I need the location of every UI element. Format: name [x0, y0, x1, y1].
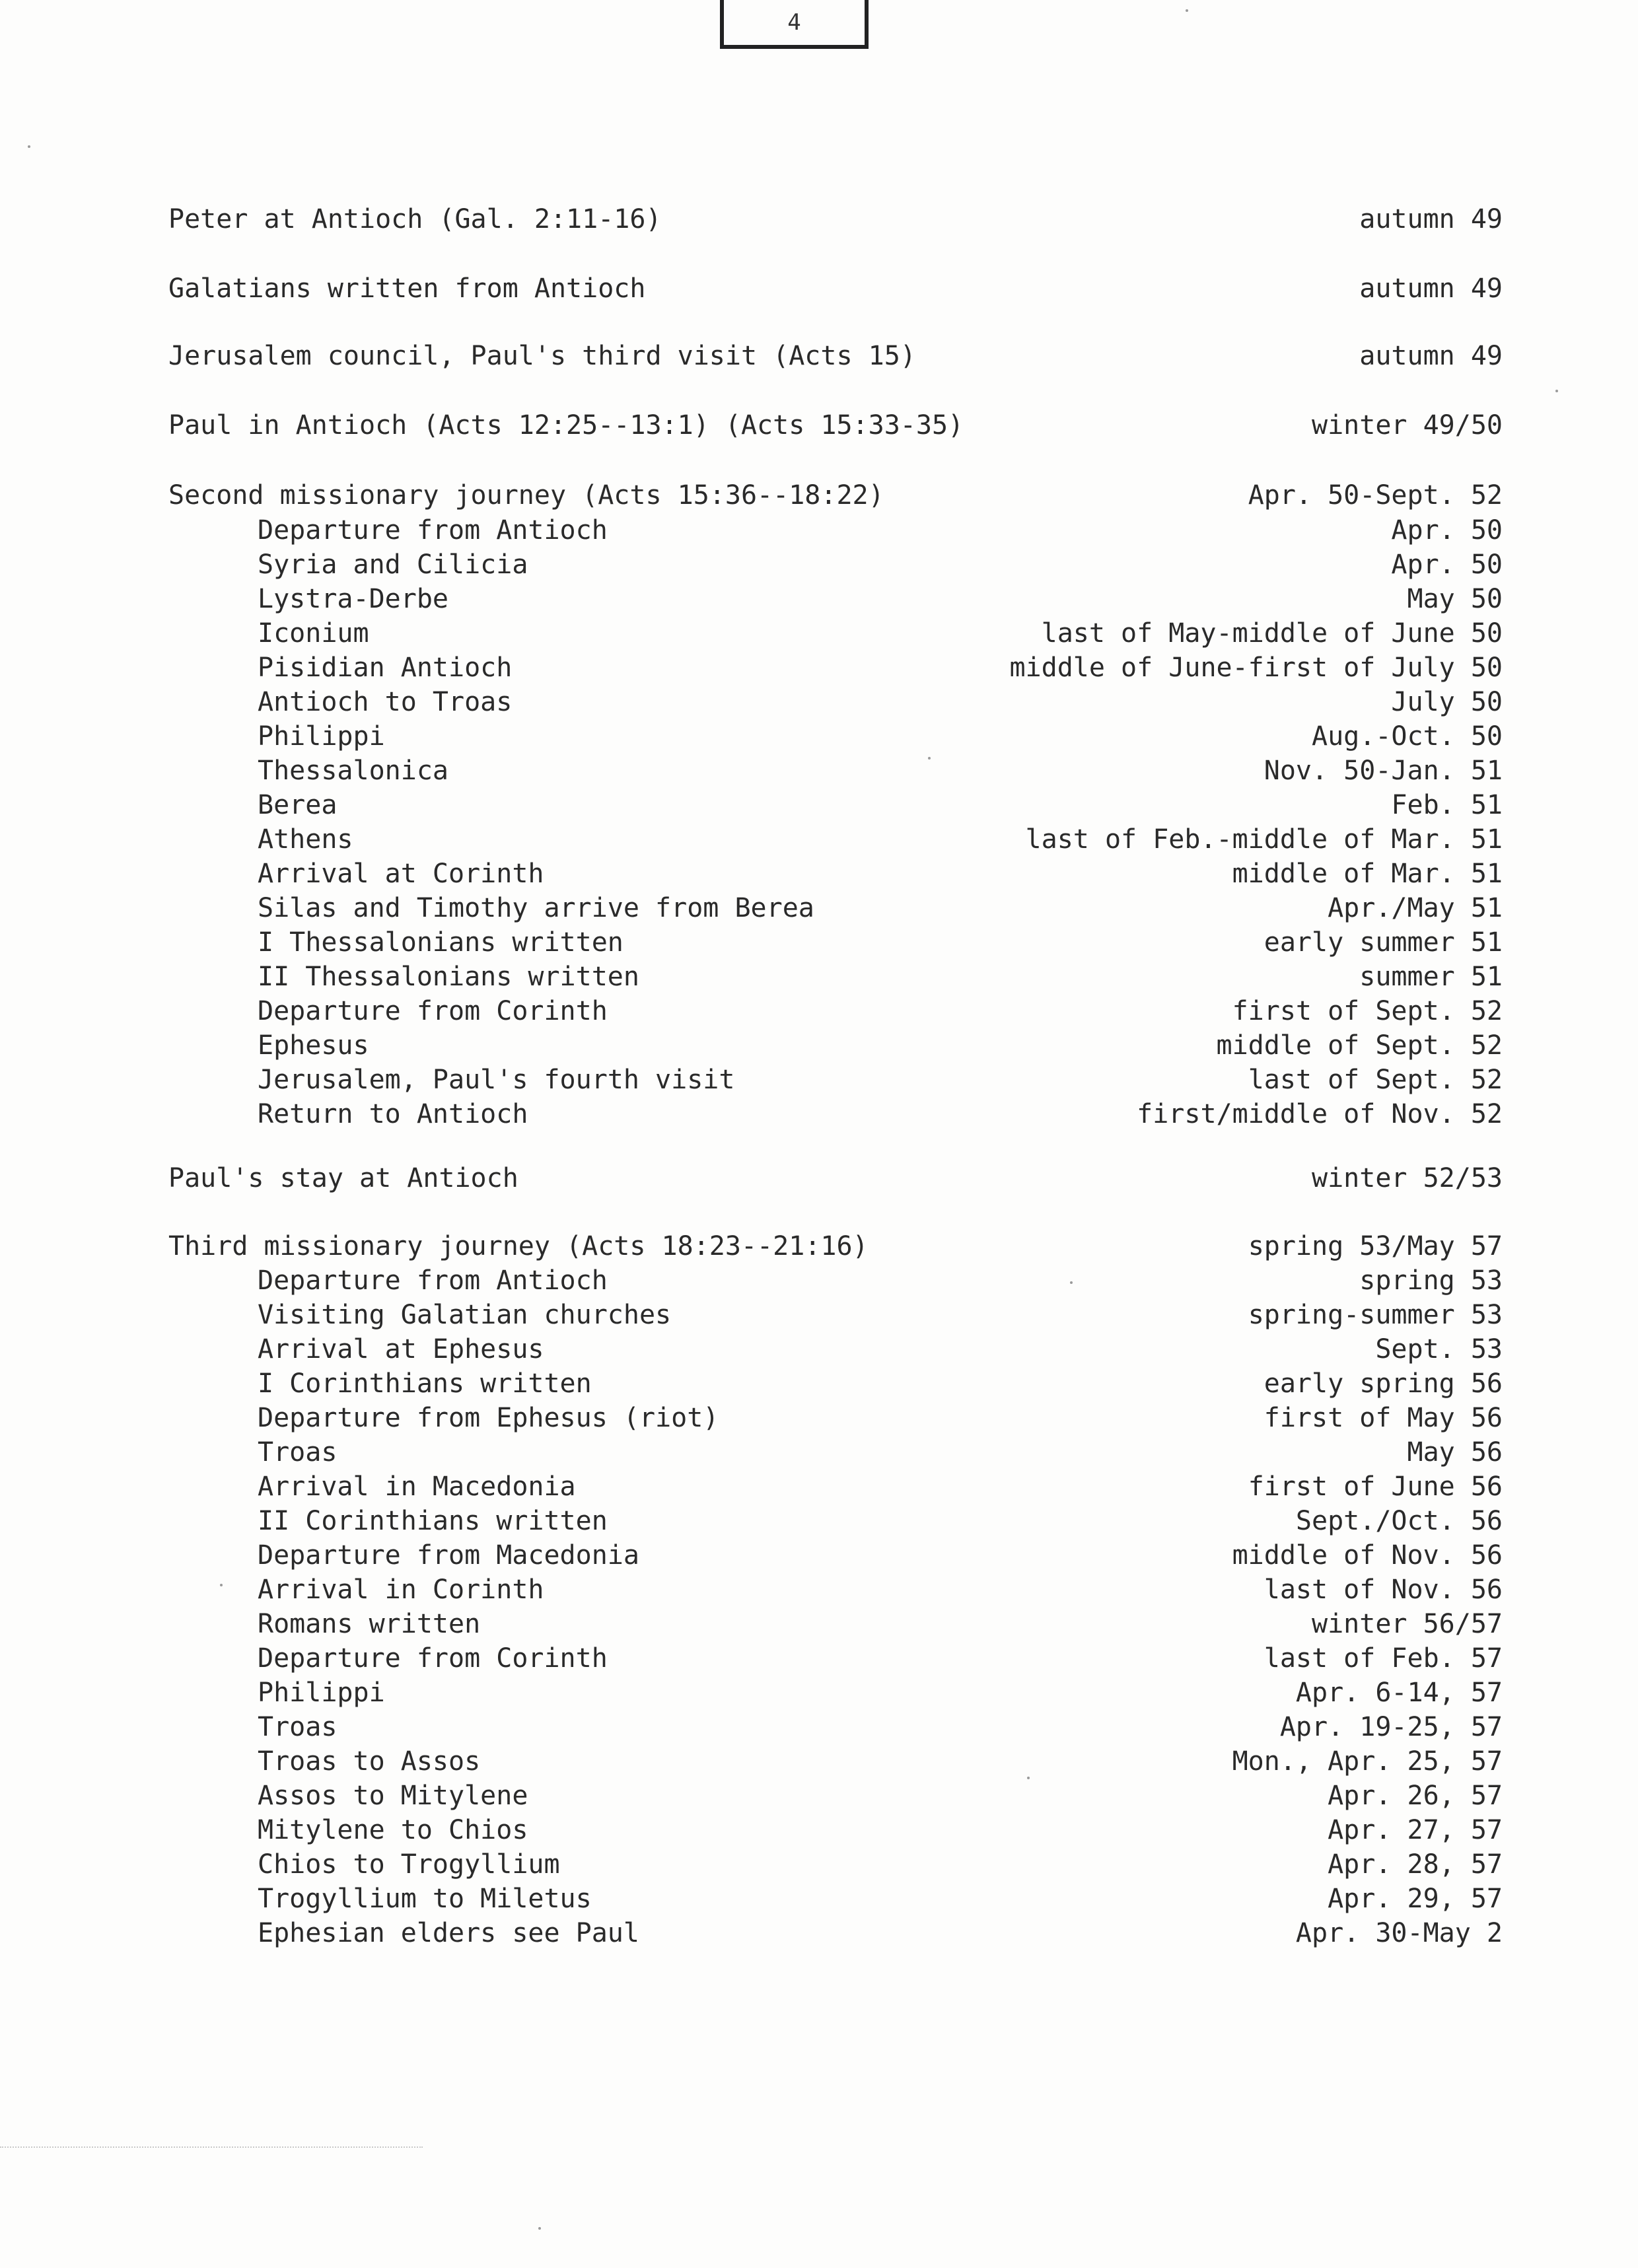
event-text: Jerusalem council, Paul's third visit (Acts 15): [168, 341, 916, 371]
event-date: Apr. 19-25, 57: [1279, 1712, 1503, 1742]
event-date: first/middle of Nov. 52: [1137, 1099, 1503, 1129]
sub-event-text: Silas and Timothy arrive from Berea: [258, 893, 814, 923]
page-number: 4: [787, 9, 801, 36]
sub-event-text: Troas: [258, 1712, 338, 1742]
event-date: spring 53/May 57: [1248, 1231, 1503, 1261]
sub-event-text: Philippi: [258, 721, 385, 752]
event-date: Apr./May 51: [1328, 893, 1503, 923]
sub-event-text: II Corinthians written: [258, 1506, 608, 1536]
sub-event-text: Arrival at Corinth: [258, 859, 544, 889]
sub-event-text: Visiting Galatian churches: [258, 1300, 672, 1330]
scan-speck: [1027, 1777, 1030, 1779]
sub-event-text: Iconium: [258, 618, 369, 649]
sub-event-text: II Thessalonians written: [258, 962, 639, 992]
event-date: July 50: [1391, 687, 1503, 717]
sub-event-text: Chios to Trogyllium: [258, 1849, 560, 1880]
sub-event-text: Athens: [258, 824, 353, 855]
event-text: Third missionary journey (Acts 18:23--21:16): [168, 1231, 869, 1261]
sub-event-text: Jerusalem, Paul's fourth visit: [258, 1065, 735, 1095]
event-text: Paul's stay at Antioch: [168, 1163, 518, 1193]
scan-speck: [928, 757, 931, 760]
scan-speck: [220, 1584, 223, 1586]
sub-event-text: Departure from Corinth: [258, 1643, 608, 1674]
sub-event-text: Troas: [258, 1437, 338, 1468]
sub-event-text: Departure from Antioch: [258, 515, 608, 546]
event-date: first of Sept. 52: [1232, 996, 1503, 1026]
event-date: Apr. 28, 57: [1328, 1849, 1503, 1880]
event-date: last of Feb. 57: [1264, 1643, 1503, 1674]
event-date: Feb. 51: [1391, 790, 1503, 820]
sub-event-text: Syria and Cilicia: [258, 549, 528, 580]
event-date: middle of Sept. 52: [1216, 1030, 1503, 1061]
event-date: middle of Nov. 56: [1232, 1540, 1503, 1571]
event-date: Apr. 27, 57: [1328, 1815, 1503, 1845]
event-date: Apr. 6-14, 57: [1295, 1678, 1503, 1708]
scan-speck: [1555, 390, 1558, 392]
event-date: winter 56/57: [1312, 1609, 1503, 1639]
sub-event-text: I Thessalonians written: [258, 927, 623, 958]
event-date: Apr. 50-Sept. 52: [1248, 480, 1503, 511]
sub-event-text: Berea: [258, 790, 338, 820]
event-date: Apr. 29, 57: [1328, 1884, 1503, 1914]
sub-event-text: Departure from Ephesus (riot): [258, 1403, 719, 1433]
event-date: May 50: [1407, 584, 1503, 614]
event-date: summer 51: [1359, 962, 1503, 992]
event-date: first of June 56: [1248, 1471, 1503, 1502]
event-date: last of May-middle of June 50: [1041, 618, 1503, 649]
event-date: Apr. 50: [1391, 515, 1503, 546]
sub-event-text: Romans written: [258, 1609, 481, 1639]
sub-event-text: Arrival at Ephesus: [258, 1334, 544, 1364]
scan-speck: [28, 145, 30, 148]
event-date: autumn 49: [1359, 341, 1503, 371]
scan-speck: [1070, 1281, 1073, 1284]
event-date: autumn 49: [1359, 273, 1503, 304]
sub-event-text: Departure from Antioch: [258, 1265, 608, 1296]
sub-event-text: Ephesus: [258, 1030, 369, 1061]
sub-event-text: Mitylene to Chios: [258, 1815, 528, 1845]
event-text: Galatians written from Antioch: [168, 273, 646, 304]
bottom-dotted-rule: [0, 2146, 423, 2148]
event-text: Paul in Antioch (Acts 12:25--13:1) (Acts 15:33-35): [168, 410, 964, 441]
sub-event-text: Departure from Macedonia: [258, 1540, 639, 1571]
event-date: winter 52/53: [1312, 1163, 1503, 1193]
event-text: Peter at Antioch (Gal. 2:11-16): [168, 204, 662, 234]
event-date: Apr. 30-May 2: [1295, 1918, 1503, 1948]
event-date: early spring 56: [1264, 1368, 1503, 1399]
sub-event-text: Thessalonica: [258, 756, 448, 786]
event-date: last of Nov. 56: [1264, 1575, 1503, 1605]
sub-event-text: Troas to Assos: [258, 1746, 481, 1777]
event-date: last of Feb.-middle of Mar. 51: [1025, 824, 1503, 855]
event-date: last of Sept. 52: [1248, 1065, 1503, 1095]
event-date: middle of June-first of July 50: [1009, 653, 1503, 683]
event-date: Nov. 50-Jan. 51: [1264, 756, 1503, 786]
event-date: autumn 49: [1359, 204, 1503, 234]
event-date: spring-summer 53: [1248, 1300, 1503, 1330]
event-date: middle of Mar. 51: [1232, 859, 1503, 889]
sub-event-text: Assos to Mitylene: [258, 1781, 528, 1811]
event-date: winter 49/50: [1312, 410, 1503, 441]
event-date: first of May 56: [1264, 1403, 1503, 1433]
scan-speck: [538, 2227, 541, 2230]
sub-event-text: Departure from Corinth: [258, 996, 608, 1026]
event-date: Apr. 50: [1391, 549, 1503, 580]
sub-event-text: Antioch to Troas: [258, 687, 513, 717]
event-date: Apr. 26, 57: [1328, 1781, 1503, 1811]
sub-event-text: Trogyllium to Miletus: [258, 1884, 592, 1914]
event-date: Sept./Oct. 56: [1295, 1506, 1503, 1536]
sub-event-text: Philippi: [258, 1678, 385, 1708]
event-date: Mon., Apr. 25, 57: [1232, 1746, 1503, 1777]
event-date: May 56: [1407, 1437, 1503, 1468]
sub-event-text: Return to Antioch: [258, 1099, 528, 1129]
event-date: early summer 51: [1264, 927, 1503, 958]
page-number-box: [720, 0, 869, 49]
sub-event-text: Pisidian Antioch: [258, 653, 513, 683]
sub-event-text: Lystra-Derbe: [258, 584, 448, 614]
event-date: Aug.-Oct. 50: [1312, 721, 1503, 752]
sub-event-text: I Corinthians written: [258, 1368, 592, 1399]
event-date: spring 53: [1359, 1265, 1503, 1296]
sub-event-text: Arrival in Corinth: [258, 1575, 544, 1605]
sub-event-text: Arrival in Macedonia: [258, 1471, 576, 1502]
scan-speck: [1186, 9, 1188, 12]
event-text: Second missionary journey (Acts 15:36--18:22): [168, 480, 884, 511]
sub-event-text: Ephesian elders see Paul: [258, 1918, 639, 1948]
event-date: Sept. 53: [1375, 1334, 1503, 1364]
